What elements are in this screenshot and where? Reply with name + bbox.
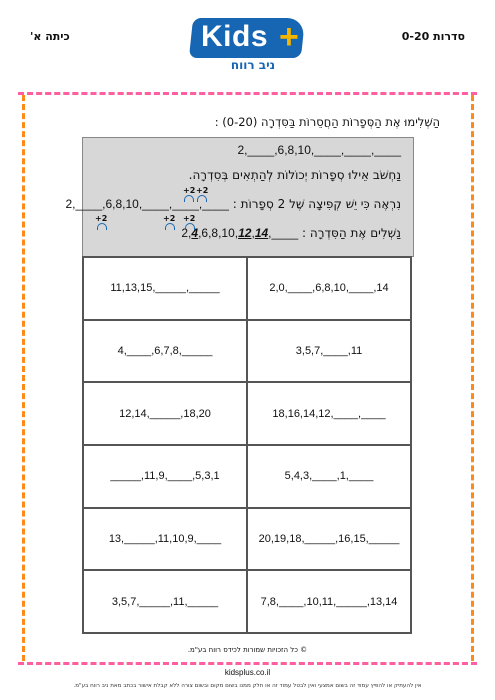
exercise-right-6[interactable]: 7,8,____,10,11,_____,13,14 [247, 570, 411, 633]
seq-part: , [251, 226, 255, 240]
logo-plus-icon: + [279, 18, 299, 56]
example-complete-label: נַשְׁלִים אֶת הַסִּדְרָה : [302, 226, 401, 240]
exercise-right-2[interactable]: 3,5,7,____,11 [247, 320, 411, 383]
seq-part: 2, [181, 226, 192, 240]
grade-label: כיתה א' [30, 30, 70, 43]
seq-part: ,6,8,10, [198, 226, 239, 240]
exercise-left-3[interactable]: 12,14,_____,18,20 [83, 382, 247, 445]
exercise-left-6[interactable]: 3,5,7,_____,11,_____ [83, 570, 247, 633]
frame-left-border [22, 95, 25, 661]
hop-arc-icon [184, 195, 194, 202]
example-complete-sequence [181, 226, 298, 240]
hop-label: +2 [183, 214, 196, 223]
hop-arc-icon [185, 223, 195, 230]
example-think-text: נַחְשֹׁב אֵילוּ סְפָרוֹת יְכוֹלוֹת לְהַתְאִים בְּסִדְרָה. [188, 168, 401, 182]
kids-plus-logo [183, 18, 313, 72]
example-complete-line [181, 226, 401, 240]
hop-arc-icon [197, 195, 207, 202]
exercise-right-3[interactable]: 18,16,14,12,____,____ [247, 382, 411, 445]
exercise-right-1[interactable]: 2,0,____,6,8,10,____,14 [247, 257, 411, 320]
instruction-text: הַשְׁלִימוּ אֶת הַסְּפָרוֹת הַחֲסֵרוֹת בַּסִּדְרָה (0-20) : [214, 115, 440, 129]
example-sequence-text: 2,____,6,8,10,____,____,____ [237, 143, 401, 157]
exercise-left-4[interactable]: _____,11,9,____,5,3,1 [83, 445, 247, 508]
logo-subtitle: ניב רווח [230, 58, 276, 72]
hop-arc-icon [97, 223, 107, 230]
frame-bottom-border [18, 662, 477, 665]
seq-part: ,____ [268, 226, 299, 240]
hop-label: +2 [196, 186, 209, 195]
example-sequence [238, 143, 402, 157]
exercise-grid [82, 256, 412, 634]
hop-label: +2 [183, 186, 196, 195]
hop-label: +2 [95, 214, 108, 223]
filled-answer: 14 [254, 226, 269, 240]
hop-arc-icon [165, 223, 175, 230]
example-see-sequence: 2,____,6,8,10,____,____,____ [65, 197, 229, 211]
frame-top-border [18, 92, 477, 95]
exercise-left-1[interactable]: 11,13,15,_____,_____ [83, 257, 247, 320]
subject-title: סדרות 0-20 [401, 30, 465, 43]
footer-legal-note: אין להעתיק או להפיץ עמוד זה בשום אמצעי ואין לבטל עמוד זה או חלק ממנו בשום מקום ובשום צורה ללא קבלת אישור בכתב מאת ניב רווח בע"מ. [73, 683, 422, 689]
filled-answer: 12 [238, 226, 252, 240]
exercise-left-2[interactable]: 4,____,6,7,8,_____ [83, 320, 247, 383]
exercise-right-5[interactable]: 20,19,18,_____,16,15,_____ [247, 508, 411, 571]
exercise-left-5[interactable]: 13,_____,11,10,9,____ [83, 508, 247, 571]
footer-site-link[interactable]: kidsplus.co.il [224, 668, 271, 677]
frame-right-border [471, 95, 474, 661]
logo-brand-text: Kids [201, 20, 269, 53]
example-see-line [65, 197, 401, 211]
example-box [65, 137, 414, 257]
hop-label: +2 [163, 214, 176, 223]
exercise-right-4[interactable]: 5,4,3,____,1,____ [247, 445, 411, 508]
footer-copyright: © כל הזכויות שמורות לכידס רווח בע"מ. [187, 646, 308, 654]
filled-answer: 4 [191, 226, 199, 240]
example-see-label: נִרְאֶה כִּי יֵשׁ קְפִיצָה שֶׁל 2 סְפָרוֹת : [232, 197, 401, 211]
